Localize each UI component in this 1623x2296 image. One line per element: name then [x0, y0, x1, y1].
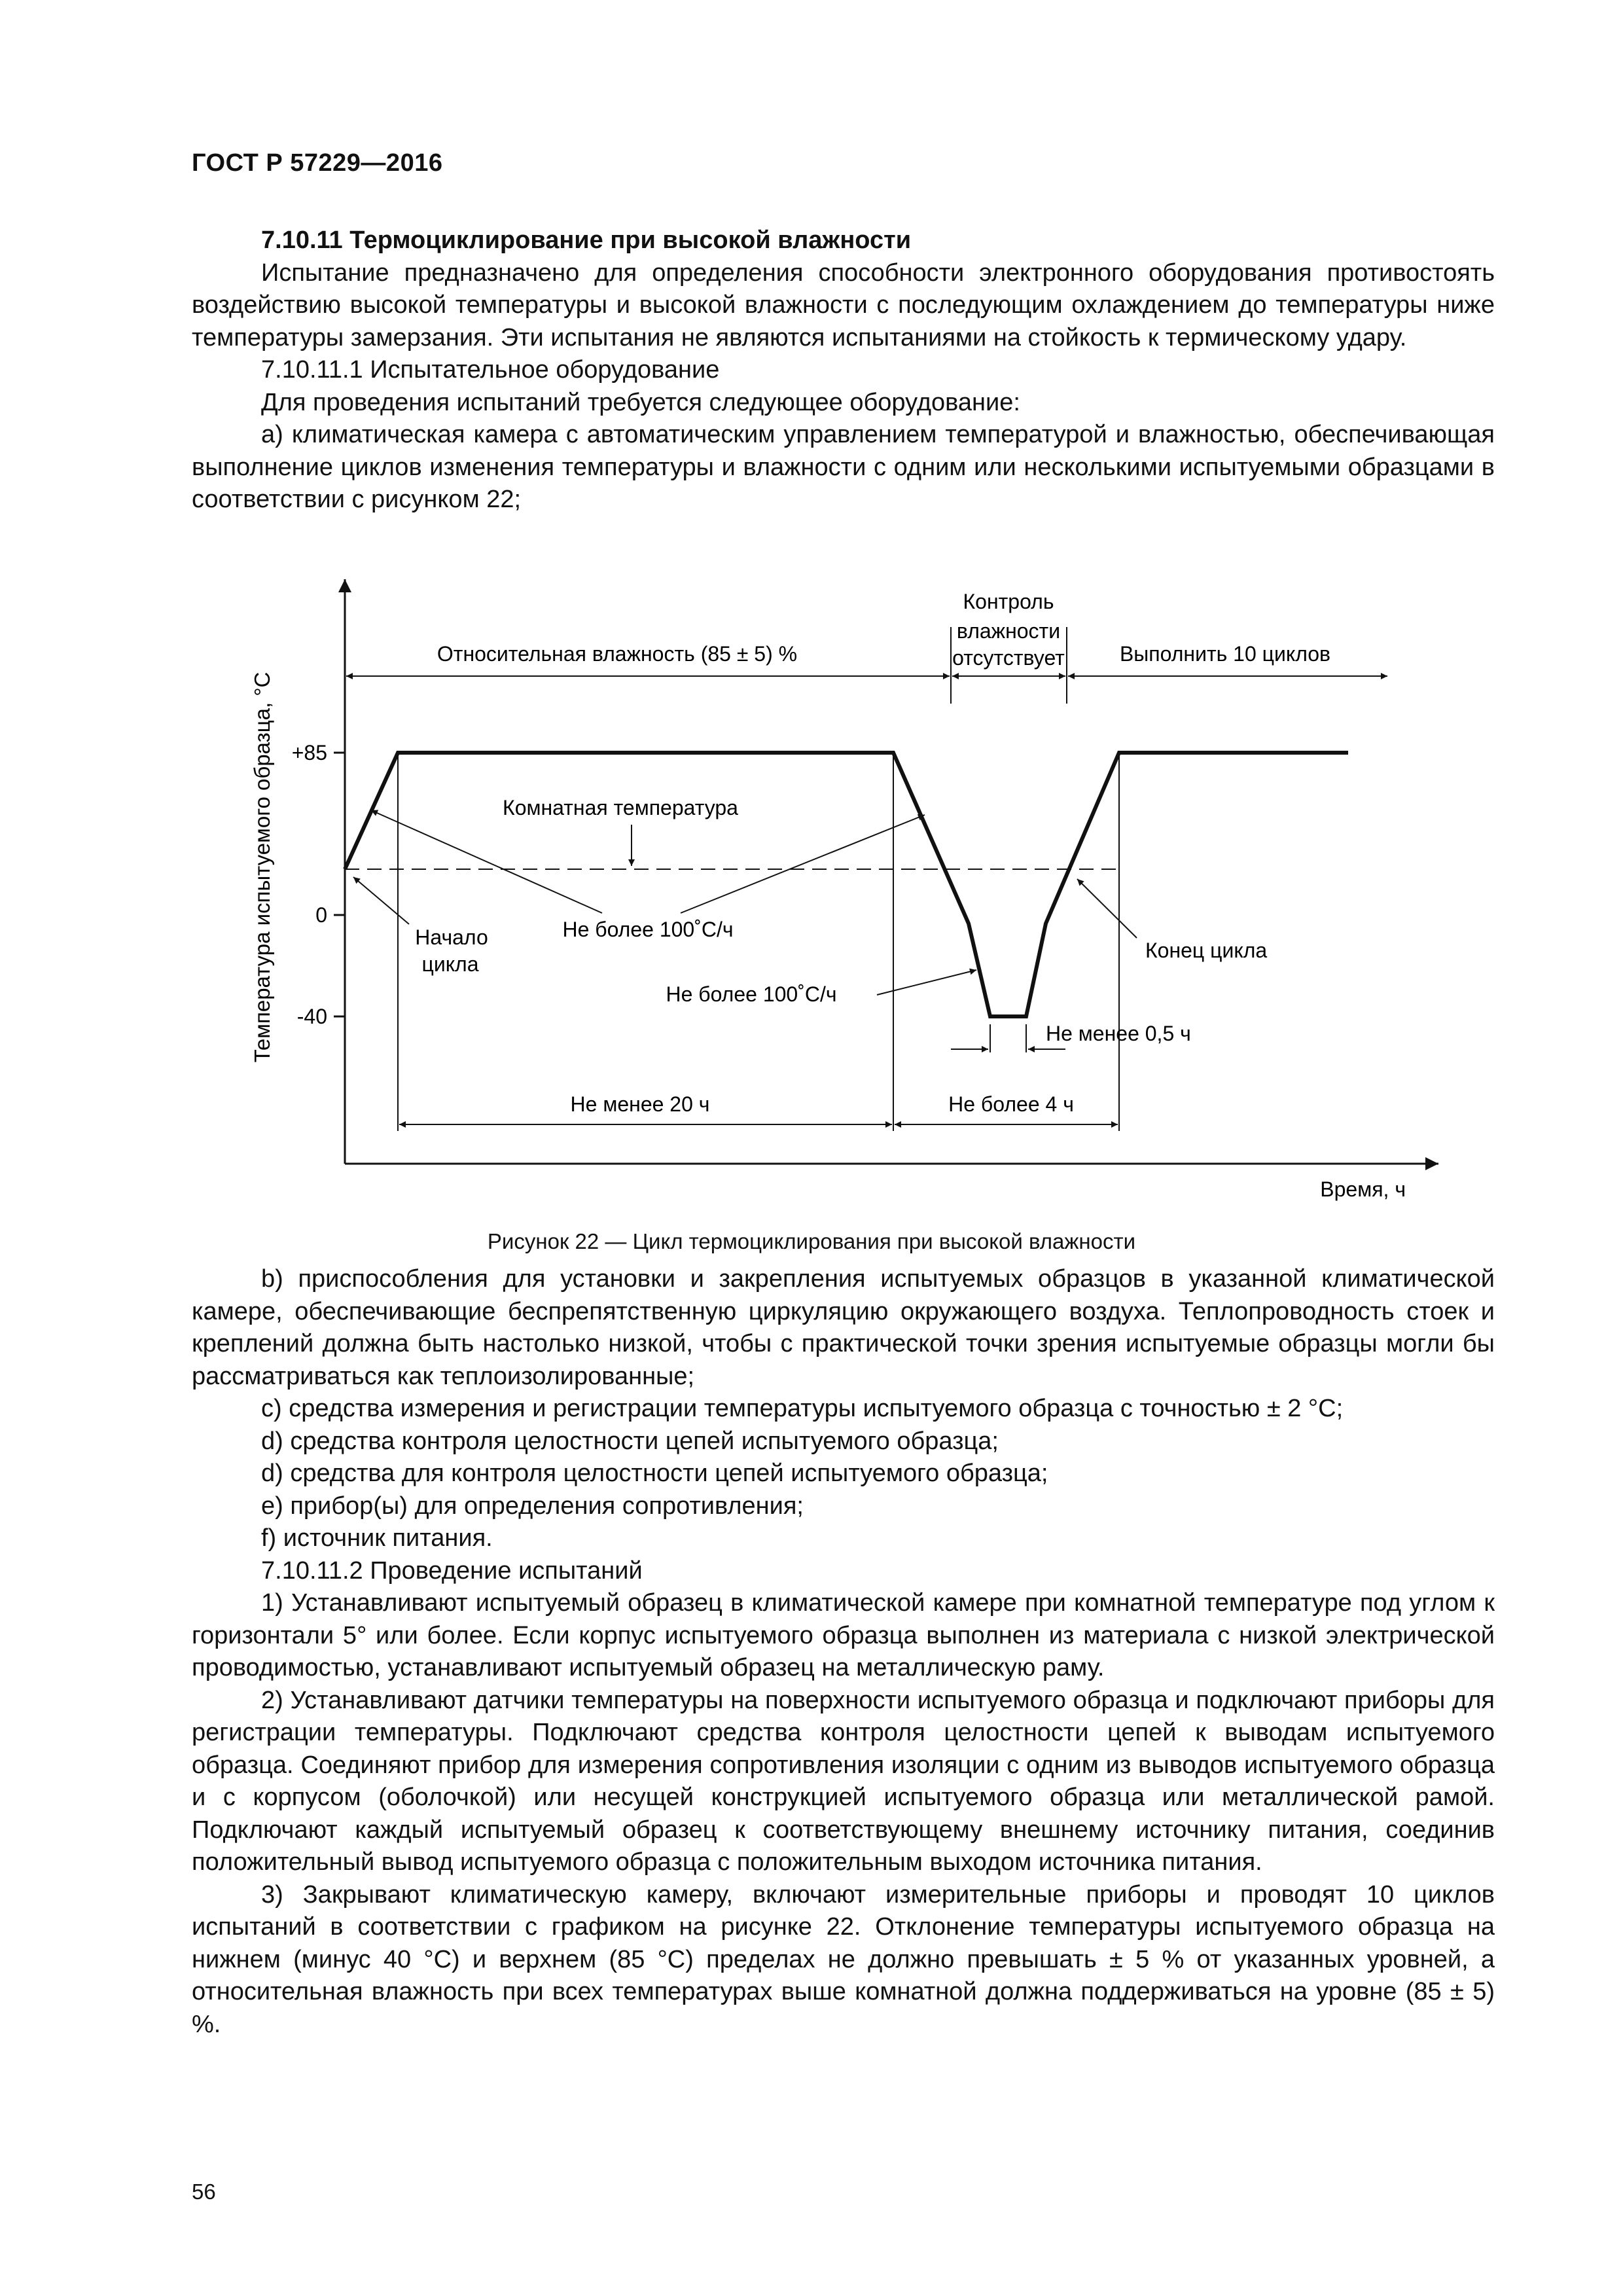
label-max-4: Не более 4 ч: [948, 1092, 1074, 1116]
paragraph: 7.10.11.1 Испытательное оборудование: [261, 356, 720, 384]
paragraph: Для проведения испытаний требуется следующее оборудование:: [261, 388, 1020, 416]
figure-caption: Рисунок 22 — Цикл термоциклирования при высокой влажности: [487, 1229, 1136, 1253]
paragraph: 2) Устанавливают датчики температуры на поверхности испытуемого образца и подключают приборы для регистрации температуры. Подключают средства контроля целостности цепей к выводам испытуемого образца. Соединяют прибор для измерения сопротивления изоляции с одним из выводов испытуемого образца и с корпусом (оболочкой) или несущей конструкцией испытуемого образца или металлической рамой. Подключают каждый испытуемый образец к соответствующему внешнему источнику питания, соединив положительный вывод испытуемого образца с положительным выходом источника питания.: [192, 1686, 1495, 1876]
tick-label-m40: -40: [296, 1005, 327, 1028]
label-control-1: Контроль: [963, 590, 1054, 613]
paragraph: 3) Закрывают климатическую камеру, включают измерительные приборы и проводят 10 циклов испытаний в соответствии с графиком на рисунке 22. Отклонение температуры испытуемого образца на нижнем (минус 40 °С) и верхнем (85 °С) пределах не должно превышать ± 5 % от указанных уровней, а относительная влажность при всех температурах выше комнатной должна поддерживаться на уровне (85 ± 5) %.: [192, 1880, 1495, 2038]
paragraph: d) средства для контроля целостности цепей испытуемого образца;: [261, 1460, 1048, 1487]
paragraph: 7.10.11 Термоциклирование при высокой влажности: [261, 226, 912, 254]
label-start-2: цикла: [421, 952, 479, 976]
paragraph: 1) Устанавливают испытуемый образец в климатической камере при комнатной температуре под углом к горизонтали 5° или более. Если корпус испытуемого образца выполнен из материала с низкой электрической проводимостью, устанавливают испытуемый образец на металлическую раму.: [192, 1589, 1495, 1681]
tick-label-85: +85: [291, 741, 327, 764]
paragraph: b) приспособления для установки и закрепления испытуемых образцов в указанной климатической камере, обеспечивающие беспрепятственную циркуляцию окружающего воздуха. Теплопроводность стоек и креплений должна быть настолько низкой, чтобы с практической точки зрения испытуемые образцы могли бы рассматриваться как теплоизолированные;: [192, 1265, 1495, 1390]
label-control-3: отсутствует: [952, 646, 1065, 670]
label-end: Конец цикла: [1145, 939, 1268, 962]
label-rate-1: Не более 100˚С/ч: [562, 918, 734, 941]
paragraph: e) прибор(ы) для определения сопротивления;: [261, 1492, 804, 1520]
label-min-20: Не менее 20 ч: [570, 1092, 710, 1116]
label-control-2: влажности: [956, 619, 1061, 643]
paragraph: c) средства измерения и регистрации температуры испытуемого образца с точностью ± 2 °С;: [261, 1395, 1344, 1422]
label-rate-2: Не более 100˚С/ч: [666, 982, 837, 1006]
label-room-temp: Комнатная температура: [503, 796, 738, 819]
tick-label-0: 0: [315, 903, 327, 927]
x-axis-label: Время, ч: [1320, 1177, 1406, 1201]
label-min-half: Не менее 0,5 ч: [1046, 1022, 1191, 1045]
label-start-1: Начало: [415, 925, 488, 949]
temperature-profile: [345, 753, 1348, 1016]
y-axis-label: Температура испытуемого образца, °С: [250, 672, 274, 1063]
paragraph: Испытание предназначено для определения способности электронного оборудования противостоять воздействию высокой температуры и высокой влажности с последующим охлаждением до температуры ниже температуры замерзания. Эти испытания не являются испытаниями на стойкость к термическому удару.: [192, 259, 1495, 351]
label-humidity: Относительная влажность (85 ± 5) %: [437, 642, 798, 666]
paragraph: 7.10.11.2 Проведение испытаний: [261, 1556, 643, 1585]
page-number: 56: [192, 2179, 216, 2204]
document-header: ГОСТ Р 57229—2016: [192, 149, 443, 177]
paragraph: а) климатическая камера с автоматическим управлением температурой и влажностью, обеспечивающая выполнение циклов изменения температуры и влажности с одним или несколькими испытуемыми образцами в соответствии с рисунком 22;: [192, 421, 1495, 513]
section-bottom-text: [192, 1263, 1495, 2041]
paragraph: f) источник питания.: [261, 1524, 493, 1552]
paragraph: d) средства контроля целостности цепей испытуемого образца;: [261, 1427, 999, 1455]
label-cycles: Выполнить 10 циклов: [1119, 642, 1331, 666]
